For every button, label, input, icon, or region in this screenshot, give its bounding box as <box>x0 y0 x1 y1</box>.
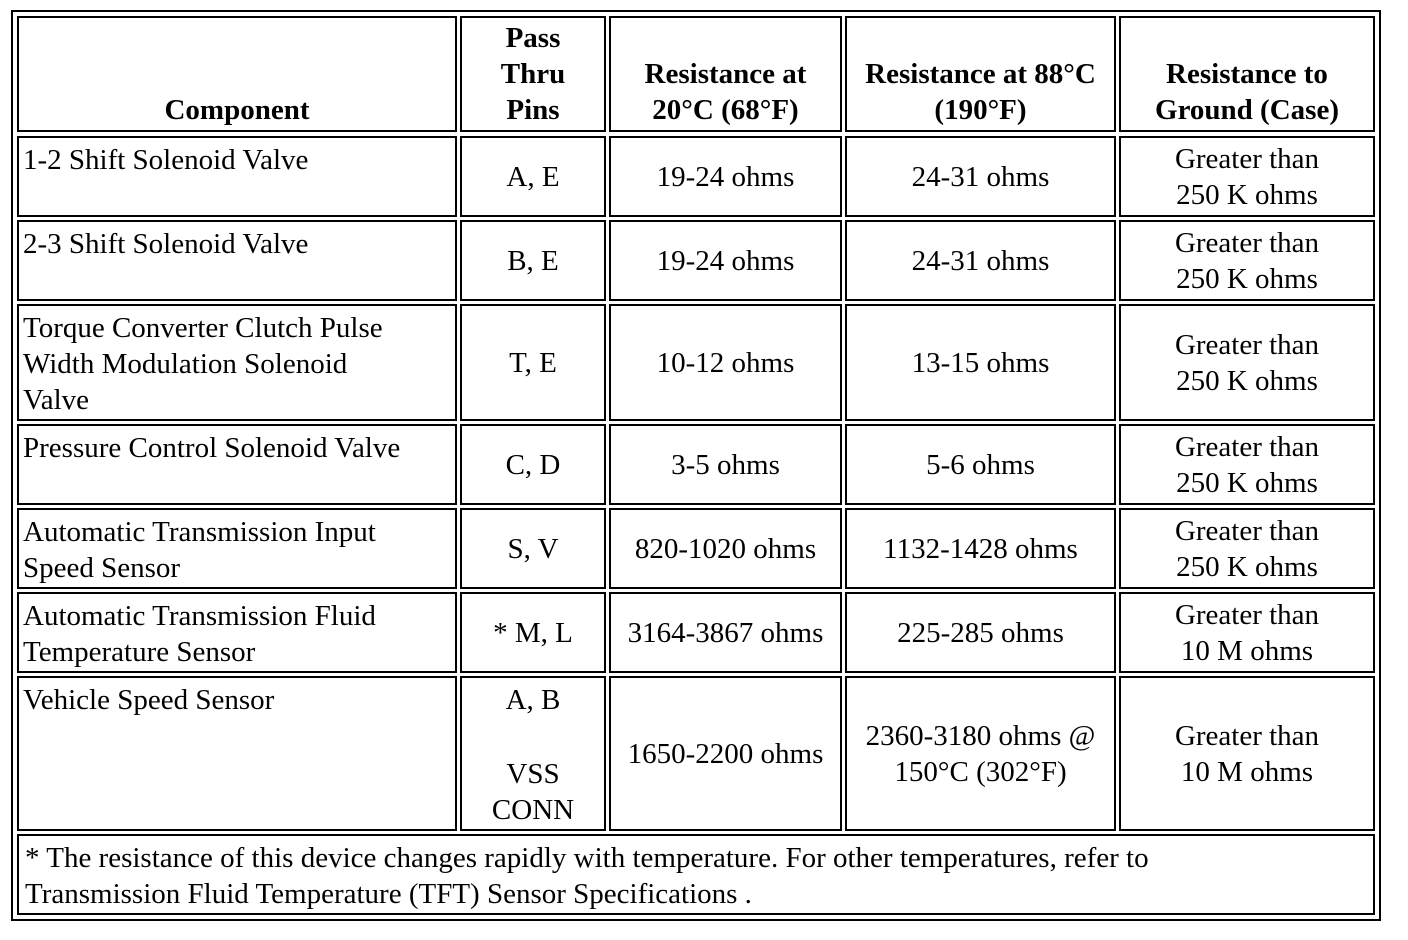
row-6-pins: * M, L <box>460 592 606 673</box>
row-4-component: Pressure Control Solenoid Valve <box>17 424 457 505</box>
row-1-component: 1-2 Shift Solenoid Valve <box>17 136 457 217</box>
row-3-res88: 13-15 ohms <box>845 304 1116 421</box>
row-6-res20: 3164-3867 ohms <box>609 592 842 673</box>
row-4-pins: C, D <box>460 424 606 505</box>
row-1-res20: 19-24 ohms <box>609 136 842 217</box>
row-2-res20: 19-24 ohms <box>609 220 842 301</box>
row-6-component: Automatic Transmission Fluid Temperature Sensor <box>17 592 457 673</box>
row-7-component: Vehicle Speed Sensor <box>17 676 457 831</box>
header-ground: Resistance to Ground (Case) <box>1119 16 1375 132</box>
row-7-pins: A, B VSS CONN <box>460 676 606 831</box>
row-3-component: Torque Converter Clutch Pulse Width Modulation Solenoid Valve <box>17 304 457 421</box>
footnote: * The resistance of this device changes rapidly with temperature. For other temperatures, refer to Transmission Fluid Temperature (TFT) Sensor Specifications . <box>17 834 1375 915</box>
header-pins: Pass Thru Pins <box>460 16 606 132</box>
row-5-pins: S, V <box>460 508 606 589</box>
row-5-res88: 1132-1428 ohms <box>845 508 1116 589</box>
row-4-res88: 5-6 ohms <box>845 424 1116 505</box>
row-3-ground: Greater than 250 K ohms <box>1119 304 1375 421</box>
row-5-res20: 820-1020 ohms <box>609 508 842 589</box>
row-5-ground: Greater than 250 K ohms <box>1119 508 1375 589</box>
row-6-ground: Greater than 10 M ohms <box>1119 592 1375 673</box>
row-2-pins: B, E <box>460 220 606 301</box>
row-3-res20: 10-12 ohms <box>609 304 842 421</box>
row-4-ground: Greater than 250 K ohms <box>1119 424 1375 505</box>
row-6-res88: 225-285 ohms <box>845 592 1116 673</box>
header-res20: Resistance at 20°C (68°F) <box>609 16 842 132</box>
row-5-component: Automatic Transmission Input Speed Sensor <box>17 508 457 589</box>
row-2-component: 2-3 Shift Solenoid Valve <box>17 220 457 301</box>
header-component: Component <box>17 16 457 132</box>
row-7-ground: Greater than 10 M ohms <box>1119 676 1375 831</box>
row-2-ground: Greater than 250 K ohms <box>1119 220 1375 301</box>
row-1-ground: Greater than 250 K ohms <box>1119 136 1375 217</box>
row-1-res88: 24-31 ohms <box>845 136 1116 217</box>
row-7-res88: 2360-3180 ohms @ 150°C (302°F) <box>845 676 1116 831</box>
row-2-res88: 24-31 ohms <box>845 220 1116 301</box>
row-1-pins: A, E <box>460 136 606 217</box>
header-res88: Resistance at 88°C (190°F) <box>845 16 1116 132</box>
row-7-res20: 1650-2200 ohms <box>609 676 842 831</box>
row-4-res20: 3-5 ohms <box>609 424 842 505</box>
row-3-pins: T, E <box>460 304 606 421</box>
